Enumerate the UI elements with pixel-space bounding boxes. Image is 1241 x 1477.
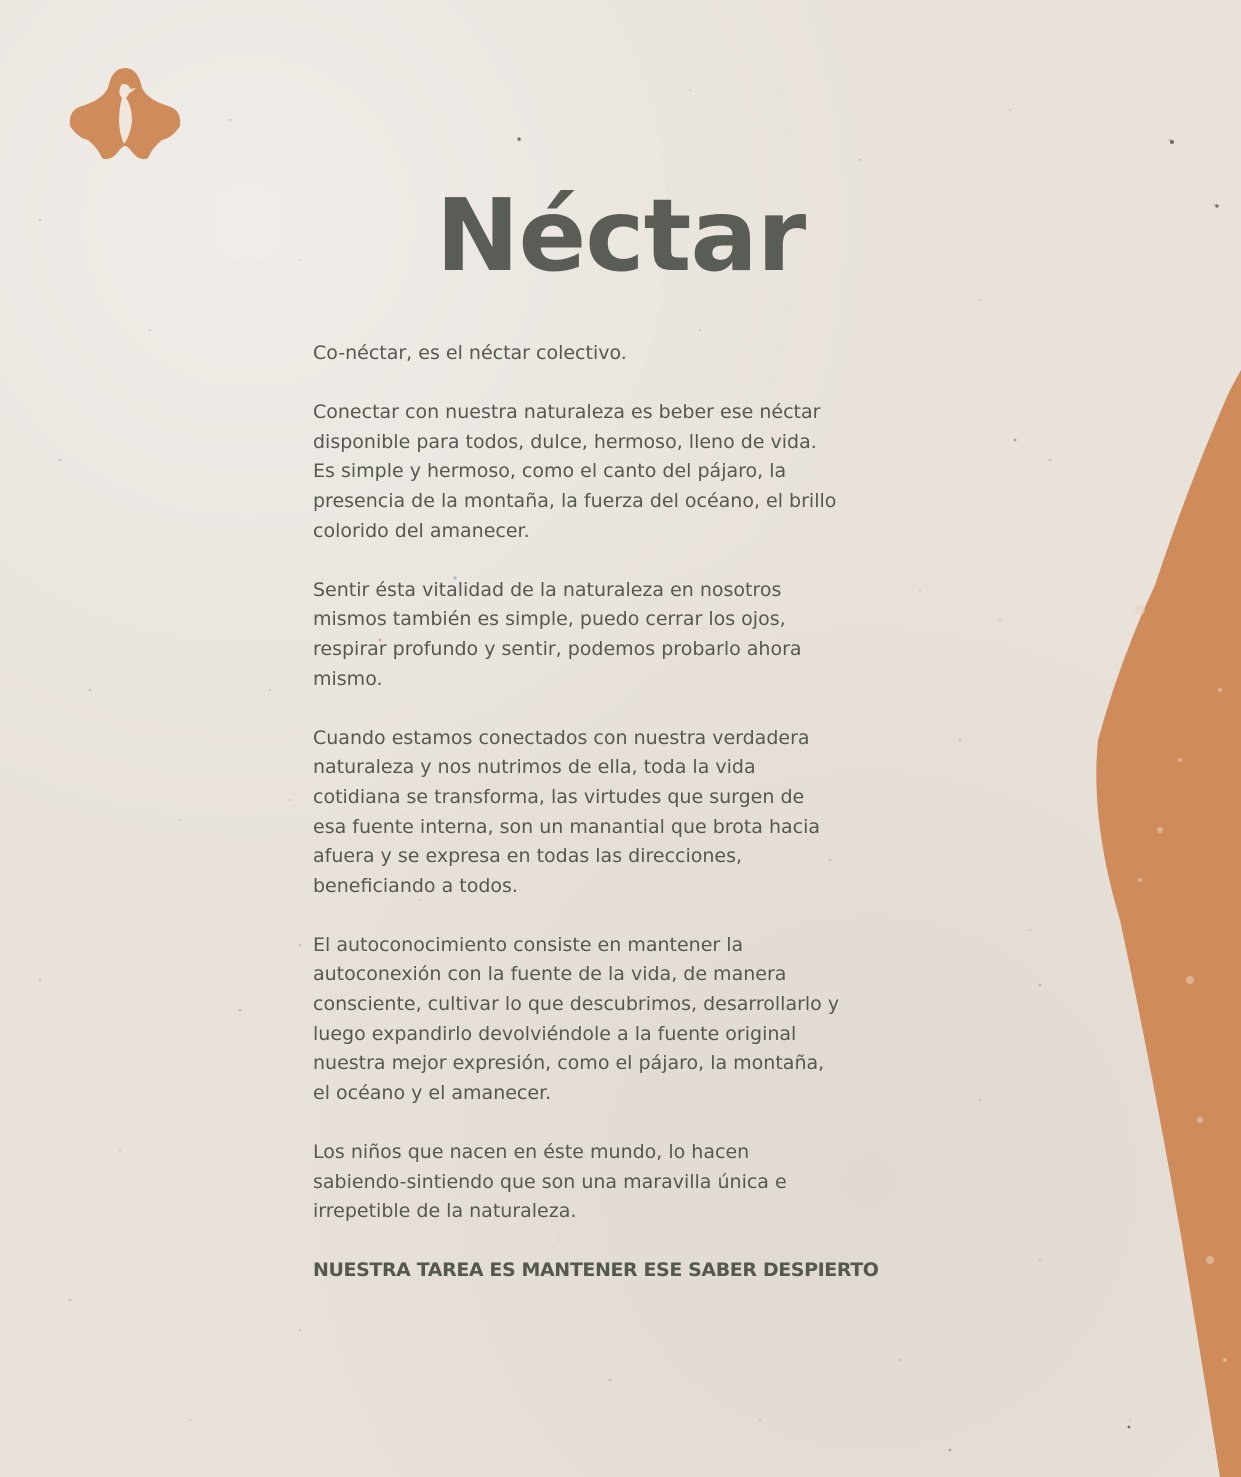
text-line: colorido del amanecer. xyxy=(313,519,530,542)
text-line: Sentir ésta vitalidad de la naturaleza en nosotros xyxy=(313,578,782,601)
text-line: disponible para todos, dulce, hermoso, lleno de vida. xyxy=(313,430,817,453)
body-text xyxy=(313,339,953,1286)
text-line: naturaleza y nos nutrimos de ella, toda la vida xyxy=(313,756,756,779)
paragraph-2 xyxy=(313,398,953,546)
text-line: nuestra mejor expresión, como el pájaro, la montaña, xyxy=(313,1052,825,1075)
text-line: luego expandirlo devolviéndole a la fuente original xyxy=(313,1022,797,1045)
text-line: Conectar con nuestra naturaleza es beber ese néctar xyxy=(313,401,821,424)
text-line: esa fuente interna, son un manantial que brota hacia xyxy=(313,815,821,838)
text-line: afuera y se expresa en todas las direcciones, xyxy=(313,845,743,868)
paragraph-1 xyxy=(313,339,953,369)
text-line: sabiendo-sintiendo que son una maravilla única e xyxy=(313,1170,787,1193)
text-line: Es simple y hermoso, como el canto del pájaro, la xyxy=(313,460,787,483)
paragraph-6 xyxy=(313,1138,953,1227)
closing-statement: NUESTRA TAREA ES MANTENER ESE SABER DESPIERTO xyxy=(313,1259,879,1282)
text-line: presencia de la montaña, la fuerza del océano, el brillo xyxy=(313,489,837,512)
decorative-orange-shape xyxy=(1080,360,1241,1477)
page-title: Néctar xyxy=(435,177,806,294)
text-line: mismos también es simple, puedo cerrar los ojos, xyxy=(313,608,786,631)
text-line: irrepetible de la naturaleza. xyxy=(313,1200,577,1223)
text-line: consciente, cultivar lo que descubrimos, desarrollarlo y xyxy=(313,993,840,1016)
text-line: Los niños que nacen en éste mundo, lo hacen xyxy=(313,1141,750,1164)
text-line: Cuando estamos conectados con nuestra verdadera xyxy=(313,726,810,749)
text-line: respirar profundo y sentir, podemos probarlo ahora xyxy=(313,637,802,660)
text-line: Co-néctar, es el néctar colectivo. xyxy=(313,342,627,364)
text-line: cotidiana se transforma, las virtudes que surgen de xyxy=(313,785,805,808)
paragraph-5 xyxy=(313,931,953,1109)
paragraph-4 xyxy=(313,724,953,902)
bird-bell-logo-icon xyxy=(68,66,182,162)
text-line: beneficiando a todos. xyxy=(313,874,518,897)
text-line: el océano y el amanecer. xyxy=(313,1081,552,1104)
text-line: autoconexión con la fuente de la vida, de manera xyxy=(313,963,787,986)
paragraph-3 xyxy=(313,576,953,694)
text-line: mismo. xyxy=(313,667,383,690)
text-line: El autoconocimiento consiste en mantener la xyxy=(313,933,744,956)
